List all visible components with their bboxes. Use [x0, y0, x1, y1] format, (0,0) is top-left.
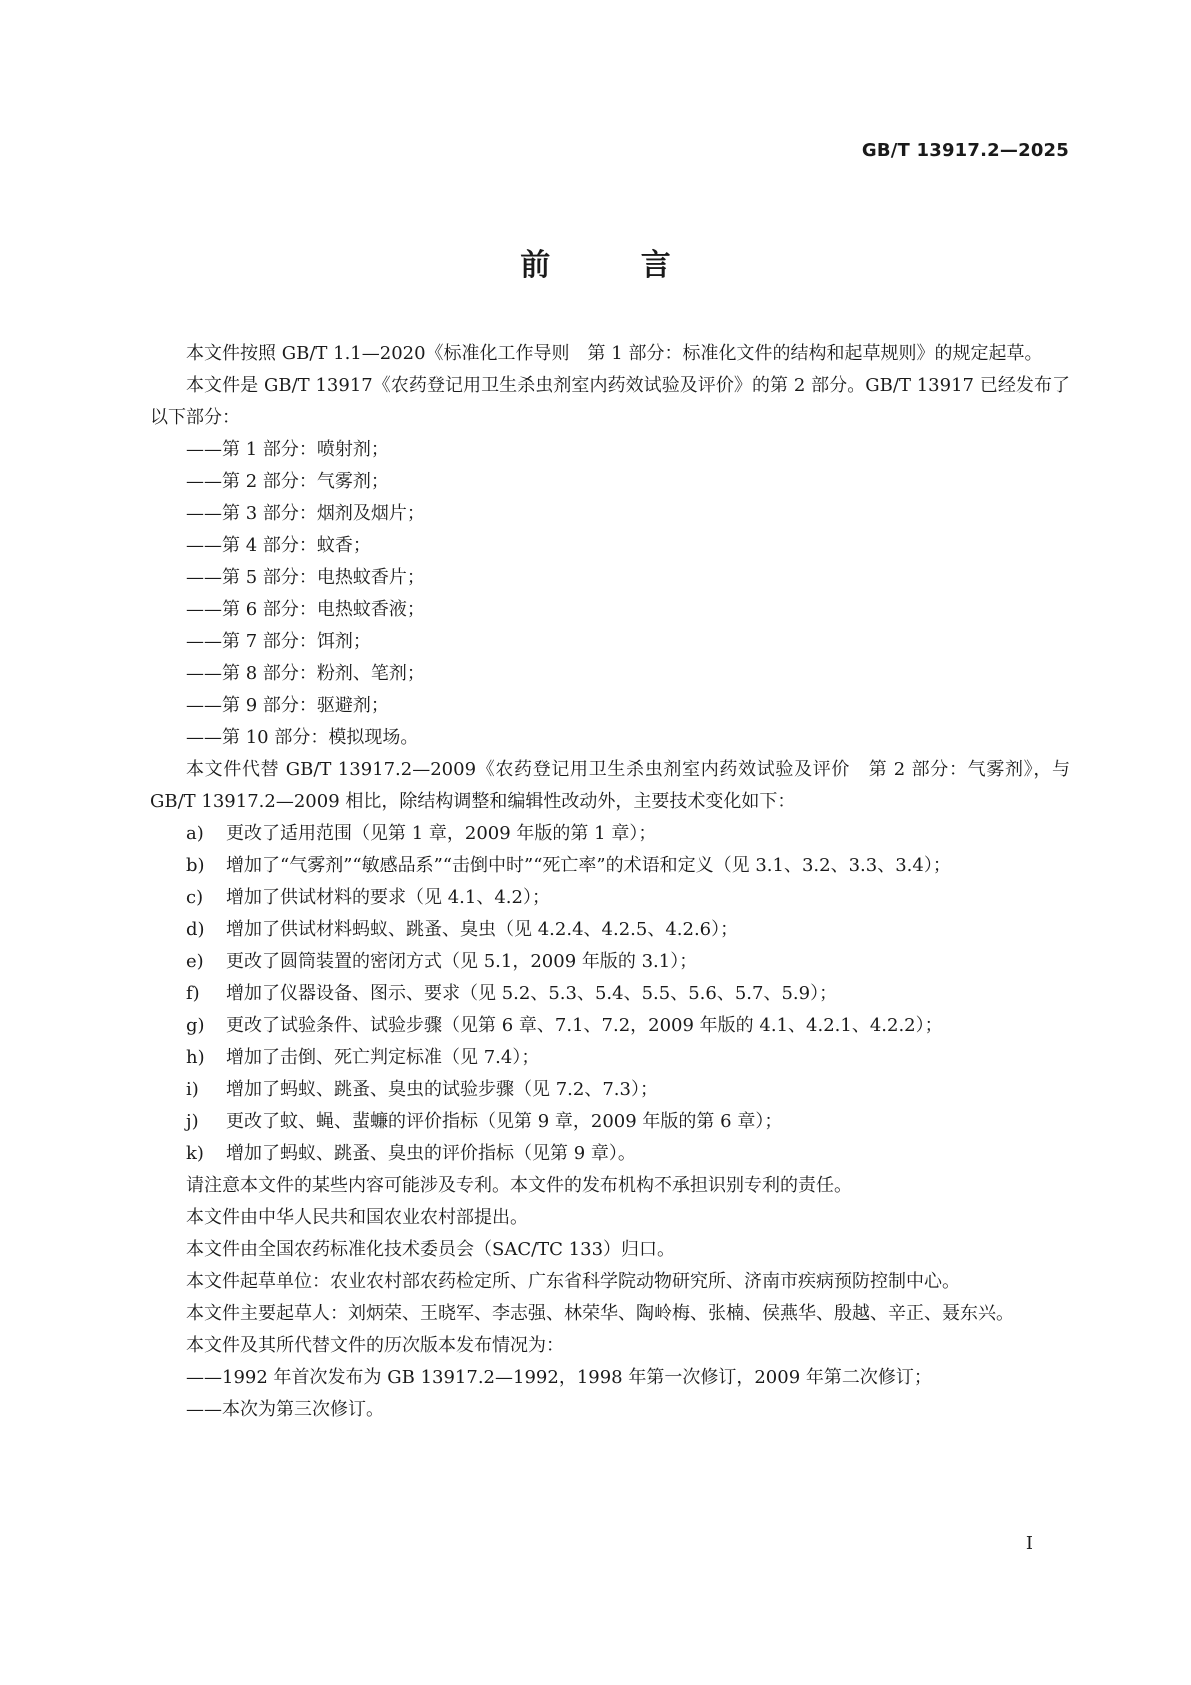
change-text: 更改了圆筒装置的密闭方式（见 5.1，2009 年版的 3.1）； [226, 951, 698, 972]
part-list-item: ——第 6 部分：电热蚊香液； [186, 599, 425, 620]
part-list-item: ——第 3 部分：烟剂及烟片； [186, 503, 425, 524]
change-list-item [150, 850, 1070, 882]
change-text: 增加了击倒、死亡判定标准（见 7.4）； [226, 1047, 540, 1068]
part-list-item: ——第 1 部分：喷射剂； [186, 439, 389, 460]
intro-paragraph-drafting: 本文件按照 GB/T 1.1—2020《标准化工作导则 第 1 部分：标准化文件的结构和起草规则》的规定起草。 [186, 343, 1043, 364]
change-text: 增加了蚂蚁、跳蚤、臭虫的评价指标（见第 9 章）。 [226, 1143, 636, 1164]
change-text: 增加了供试材料的要求（见 4.1、4.2）； [226, 887, 550, 908]
change-label: d) [186, 919, 205, 940]
document-body [150, 338, 1070, 1426]
part-list-item: ——第 7 部分：饵剂； [186, 631, 371, 652]
change-text: 增加了供试材料蚂蚁、跳蚤、臭虫（见 4.2.4、4.2.5、4.2.6）； [226, 919, 739, 940]
change-list-item [150, 1138, 1070, 1170]
change-list-item [150, 914, 1070, 946]
history-intro: 本文件及其所代替文件的历次版本发布情况为： [186, 1335, 564, 1356]
change-list-item [150, 882, 1070, 914]
change-list-item [150, 946, 1070, 978]
change-text: 增加了仪器设备、图示、要求（见 5.2、5.3、5.4、5.5、5.6、5.7、5.9）； [226, 983, 838, 1004]
proposer-statement: 本文件由中华人民共和国农业农村部提出。 [186, 1207, 528, 1228]
change-text: 增加了蚂蚁、跳蚤、臭虫的试验步骤（见 7.2、7.3）； [226, 1079, 658, 1100]
change-label: e) [186, 951, 204, 972]
change-text: 更改了适用范围（见第 1 章，2009 年版的第 1 章）； [226, 823, 657, 844]
change-label: g) [186, 1015, 205, 1036]
change-list-item [150, 1042, 1070, 1074]
part-list-item: ——第 5 部分：电热蚊香片； [186, 567, 425, 588]
replacement-paragraph: 本文件代替 GB/T 13917.2—2009《农药登记用卫生杀虫剂室内药效试验及评价 第 2 部分：气雾剂》，与 GB/T 13917.2—2009 相比，除结构调整和编辑性改动外，主要技术变化如下： [150, 759, 1070, 812]
page-number: I [1025, 1533, 1033, 1554]
intro-paragraph-series: 本文件是 GB/T 13917《农药登记用卫生杀虫剂室内药效试验及评价》的第 2 部分。GB/T 13917 已经发布了以下部分： [150, 375, 1070, 428]
change-text: 更改了蚊、蝇、蜚蠊的评价指标（见第 9 章，2009 年版的第 6 章）； [226, 1111, 783, 1132]
part-list-item: ——第 9 部分：驱避剂； [186, 695, 389, 716]
change-label: i) [186, 1079, 199, 1100]
change-list-item [150, 1010, 1070, 1042]
history-item: ——本次为第三次修订。 [186, 1399, 384, 1420]
change-label: k) [186, 1143, 204, 1164]
change-list-item [150, 978, 1070, 1010]
change-label: h) [186, 1047, 205, 1068]
change-label: c) [186, 887, 204, 908]
history-item: ——1992 年首次发布为 GB 13917.2—1992，1998 年第一次修订，2009 年第二次修订； [186, 1367, 932, 1388]
part-list-item: ——第 2 部分：气雾剂； [186, 471, 389, 492]
change-text: 增加了“气雾剂”“敏感品系”“击倒中时”“死亡率”的术语和定义（见 3.1、3.2、3.3、3.4）； [226, 855, 951, 876]
change-label: f) [186, 983, 200, 1004]
patent-notice: 请注意本文件的某些内容可能涉及专利。本文件的发布机构不承担识别专利的责任。 [186, 1175, 852, 1196]
change-list-item [150, 1106, 1070, 1138]
change-list-item [150, 1074, 1070, 1106]
document-code: GB/T 13917.2—2025 [861, 140, 1069, 161]
change-label: b) [186, 855, 205, 876]
change-list-item [150, 818, 1070, 850]
drafting-units: 本文件起草单位：农业农村部农药检定所、广东省科学院动物研究所、济南市疾病预防控制中心。 [186, 1271, 960, 1292]
change-label: a) [186, 823, 204, 844]
part-list-item: ——第 8 部分：粉剂、笔剂； [186, 663, 425, 684]
page-title: 前 言 [520, 248, 711, 283]
change-label: j) [186, 1111, 199, 1132]
committee-statement: 本文件由全国农药标准化技术委员会（SAC/TC 133）归口。 [186, 1239, 676, 1260]
part-list-item: ——第 4 部分：蚊香； [186, 535, 371, 556]
part-list-item: ——第 10 部分：模拟现场。 [186, 727, 419, 748]
drafters: 本文件主要起草人：刘炳荣、王晓军、李志强、林荣华、陶岭梅、张楠、侯燕华、殷越、辛正、聂东兴。 [186, 1303, 1014, 1324]
change-text: 更改了试验条件、试验步骤（见第 6 章、7.1、7.2，2009 年版的 4.1、4.2.1、4.2.2）； [226, 1015, 943, 1036]
